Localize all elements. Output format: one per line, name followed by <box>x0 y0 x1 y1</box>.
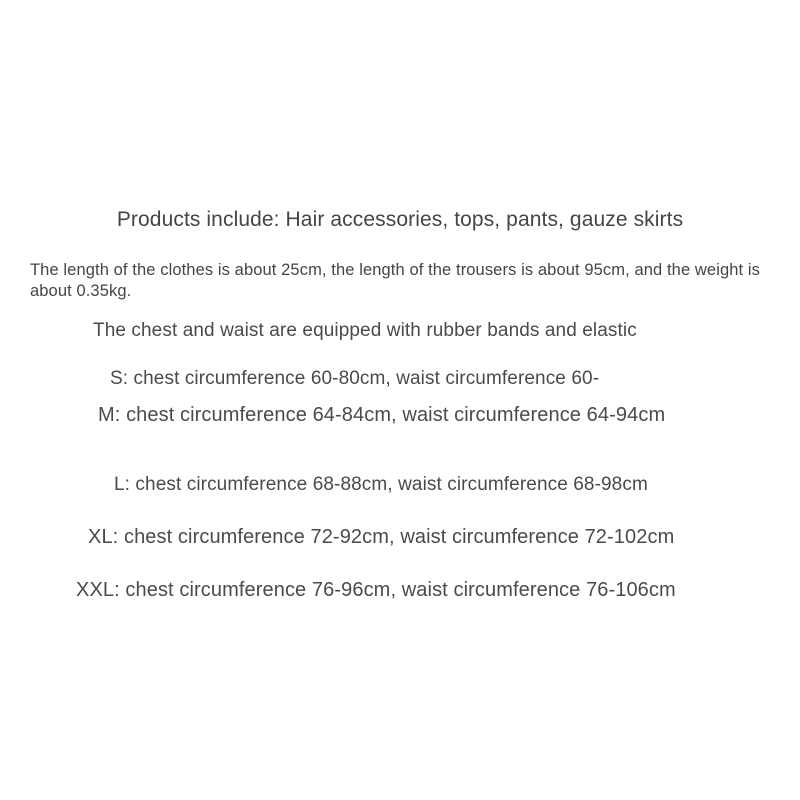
size-xl-spec: XL: chest circumference 72-92cm, waist circumference 72-102cm <box>88 526 675 548</box>
products-heading: Products include: Hair accessories, tops, pants, gauze skirts <box>116 208 684 231</box>
size-l-spec: L: chest circumference 68-88cm, waist circumference 68-98cm <box>114 474 648 495</box>
size-s-spec: S: chest circumference 60-80cm, waist circumference 60- <box>110 368 600 389</box>
size-m-spec: M: chest circumference 64-84cm, waist circumference 64-94cm <box>98 404 666 426</box>
measurements-text: The length of the clothes is about 25cm, the length of the trousers is about 95cm, and the weight is about 0.35kg. <box>30 261 761 300</box>
elastic-note: The chest and waist are equipped with rubber bands and elastic <box>93 320 637 341</box>
size-xxl-spec: XXL: chest circumference 76-96cm, waist circumference 76-106cm <box>76 579 676 601</box>
